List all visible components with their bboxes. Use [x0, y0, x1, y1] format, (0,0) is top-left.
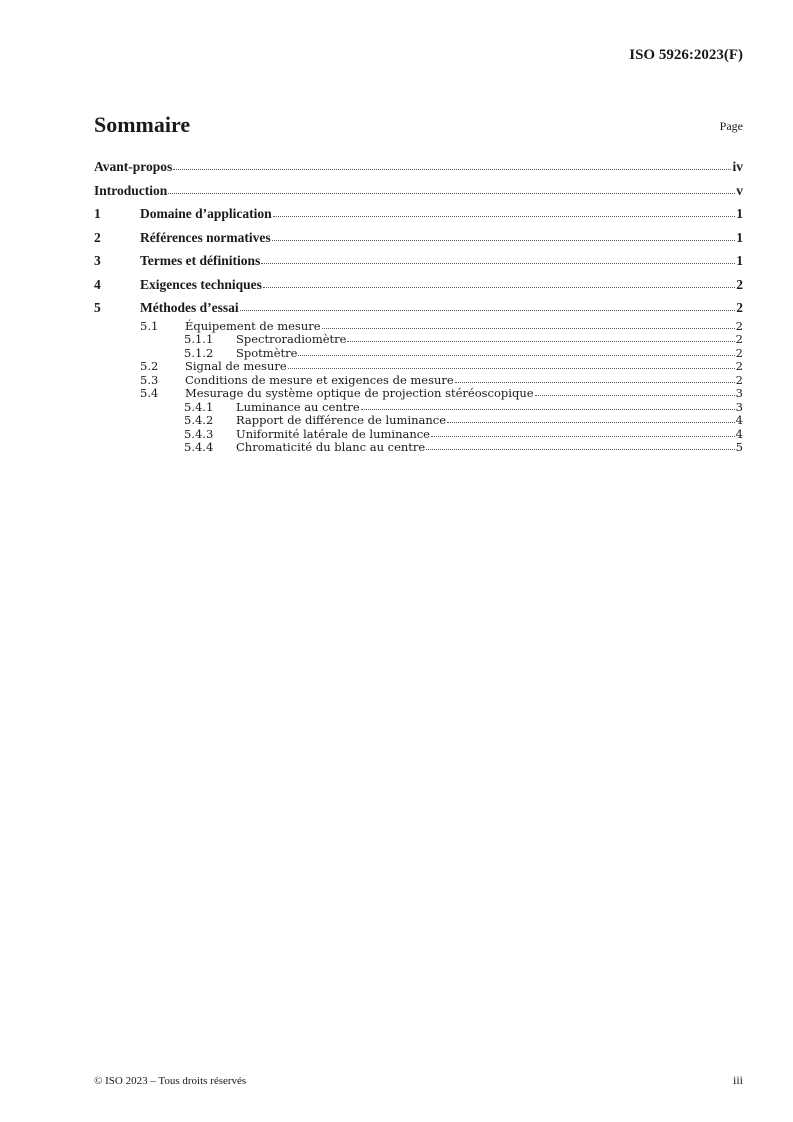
toc-entry-label: Uniformité latérale de luminance: [236, 426, 430, 441]
toc-entry-label: Spectroradiomètre: [236, 332, 347, 346]
toc-entry-number: 1: [94, 206, 101, 221]
toc-entry[interactable]: [94, 202, 743, 226]
toc-entry[interactable]: [94, 273, 743, 297]
toc-entry-page: 2: [736, 300, 743, 315]
toc-dot-leader: [240, 310, 736, 311]
toc-entry-label: Introduction: [94, 182, 168, 198]
toc-entry[interactable]: [94, 296, 743, 320]
toc-dot-leader: [431, 436, 735, 437]
toc-entry-page: 2: [735, 345, 743, 360]
toc-entry-label: Mesurage du système optique de projection stéréoscopique: [185, 386, 534, 400]
toc-entry-page: 5: [735, 440, 743, 454]
toc-entry[interactable]: [94, 347, 743, 361]
toc-entry-label: Termes et définitions: [140, 253, 261, 268]
toc-entry-number: 5.1.2: [184, 345, 214, 360]
toc-entry-number: 4: [94, 276, 101, 292]
toc-dot-leader: [298, 355, 734, 356]
toc-entry[interactable]: [94, 226, 743, 250]
page-title: Sommaire: [94, 112, 191, 137]
toc-entry-number: 5: [94, 300, 101, 315]
toc-entry-number: 5.4: [140, 386, 159, 400]
toc-entry-label: Exigences techniques: [140, 276, 262, 292]
toc-entry-page: v: [736, 182, 743, 198]
document-identifier: ISO 5926:2023(F): [629, 47, 743, 63]
toc-entry-number: 5.1.1: [184, 332, 214, 346]
toc-dot-leader: [263, 287, 735, 288]
toc-dot-leader: [426, 449, 734, 450]
toc-entry-label: Références normatives: [140, 229, 271, 245]
toc-dot-leader: [173, 169, 731, 170]
toc-dot-leader: [288, 368, 735, 369]
toc-dot-leader: [455, 382, 735, 383]
footer-page-number: iii: [732, 1073, 743, 1087]
toc-entry-page: 1: [736, 206, 743, 221]
toc-entry-number: 5.3: [140, 372, 159, 387]
toc-entry[interactable]: [94, 401, 743, 415]
toc-entry-label: Spotmètre: [236, 345, 298, 360]
toc-entry-page: 3: [735, 386, 743, 400]
toc-entry-page: 2: [735, 318, 743, 333]
toc-entry-page: 4: [735, 426, 743, 441]
toc-entry-page: 1: [736, 253, 743, 268]
toc-entry-label: Domaine d’application: [140, 206, 272, 221]
toc-entry-label: Équipement de mesure: [185, 318, 321, 333]
toc-dot-leader: [447, 422, 735, 423]
toc-dot-leader: [168, 193, 735, 194]
table-of-contents: [94, 155, 743, 455]
page-column-label: Page: [719, 119, 743, 133]
toc-entry[interactable]: [94, 333, 743, 347]
toc-entry-label: Méthodes d’essai: [140, 300, 239, 315]
toc-entry-number: 5.4.2: [184, 413, 214, 427]
toc-entry-number: 2: [94, 229, 101, 245]
toc-entry[interactable]: [94, 249, 743, 273]
toc-dot-leader: [347, 341, 734, 342]
toc-entry-page: 4: [735, 413, 743, 427]
toc-entry[interactable]: [94, 414, 743, 428]
toc-entry[interactable]: [94, 441, 743, 455]
toc-entry-number: 5.1: [140, 318, 159, 333]
toc-entry[interactable]: [94, 428, 743, 442]
toc-entry-number: 5.4.1: [184, 399, 214, 414]
toc-entry-page: iv: [732, 159, 743, 174]
toc-entry[interactable]: [94, 155, 743, 179]
toc-dot-leader: [322, 328, 735, 329]
toc-entry-page: 2: [735, 372, 743, 387]
toc-dot-leader: [261, 263, 735, 264]
toc-entry-number: 3: [94, 253, 101, 268]
toc-entry-page: 2: [735, 332, 743, 346]
toc-entry[interactable]: [94, 320, 743, 334]
toc-entry-page: 2: [735, 359, 743, 373]
toc-entry[interactable]: [94, 374, 743, 388]
toc-entry[interactable]: [94, 179, 743, 203]
toc-entry-label: Avant-propos: [94, 159, 173, 174]
toc-entry-page: 1: [736, 229, 743, 245]
toc-entry[interactable]: [94, 387, 743, 401]
toc-dot-leader: [273, 216, 736, 217]
toc-entry-page: 3: [735, 399, 743, 414]
toc-entry-label: Signal de mesure: [185, 359, 287, 373]
toc-entry-number: 5.2: [140, 359, 159, 373]
toc-entry-number: 5.4.4: [184, 440, 214, 454]
toc-entry-page: 2: [736, 276, 743, 292]
toc-entry-label: Luminance au centre: [236, 399, 360, 414]
toc-entry-label: Chromaticité du blanc au centre: [236, 440, 426, 454]
toc-dot-leader: [361, 409, 735, 410]
toc-dot-leader: [272, 240, 736, 241]
toc-entry-label: Rapport de différence de luminance: [236, 413, 447, 427]
toc-entry-number: 5.4.3: [184, 426, 214, 441]
toc-dot-leader: [535, 395, 735, 396]
toc-entry-label: Conditions de mesure et exigences de mesure: [185, 372, 454, 387]
toc-entry[interactable]: [94, 360, 743, 374]
footer-copyright: © ISO 2023 – Tous droits réservés: [94, 1075, 247, 1087]
